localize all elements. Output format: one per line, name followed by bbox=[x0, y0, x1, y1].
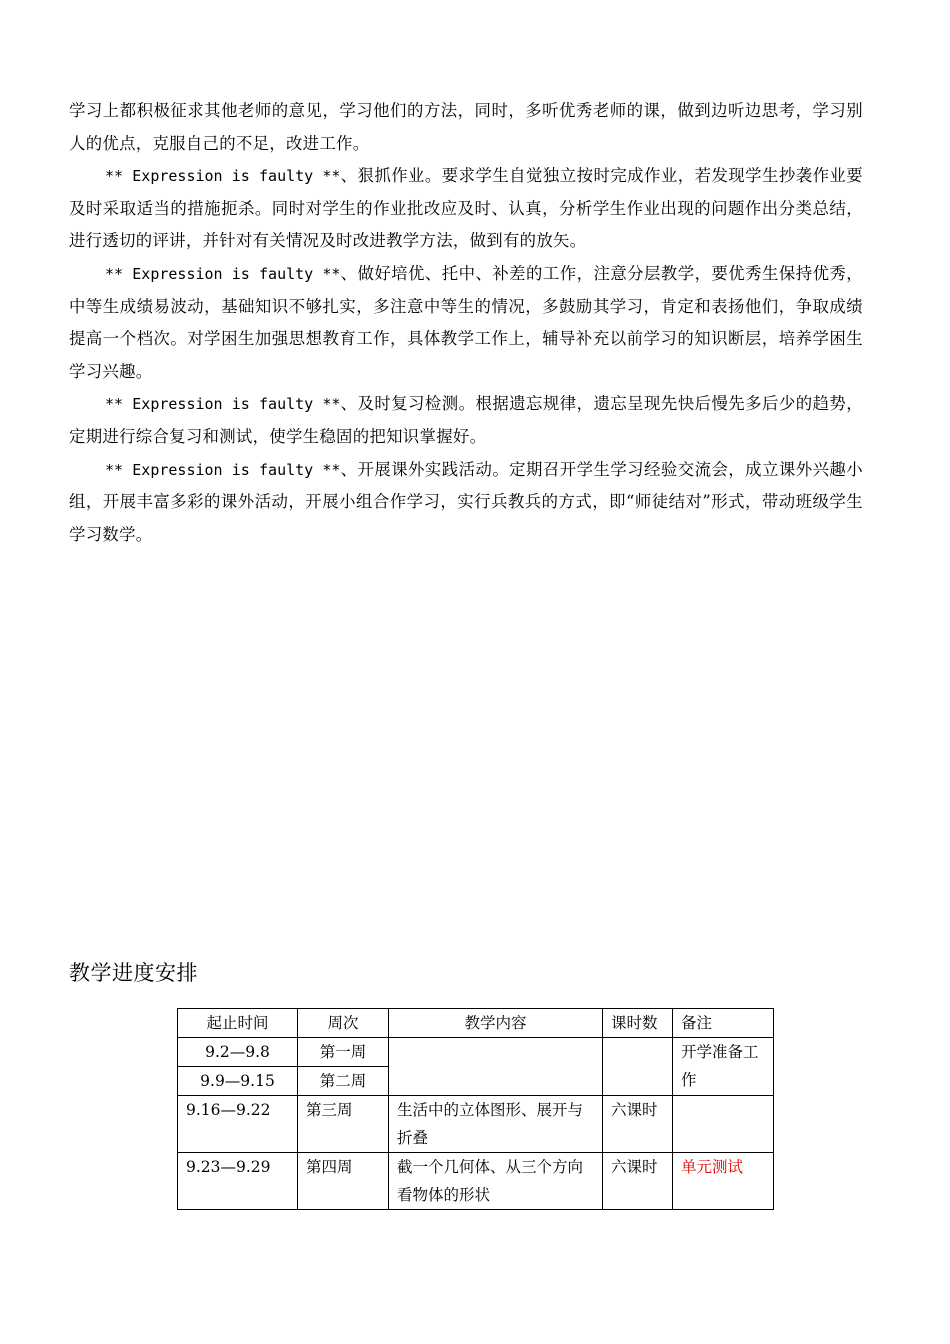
paragraph-2: ** Expression is faulty **、狠抓作业。要求学生自觉独立按时完成作业，若发现学生抄袭作业要及时采取适当的措施扼杀。同时对学生的作业批改应及时、认真，分析学生作业出现的问题作出分类总结，进行透切的评讲，并针对有关情况及时改进教学方法，做到有的放矢。 bbox=[69, 166, 863, 251]
document-body bbox=[69, 95, 863, 551]
header-content: 教学内容 bbox=[389, 1009, 603, 1038]
cell-content: 截一个几何体、从三个方向看物体的形状 bbox=[389, 1153, 603, 1210]
cell-date: 9.9—9.15 bbox=[178, 1067, 298, 1096]
cell-hours: 六课时 bbox=[603, 1096, 673, 1153]
error-placeholder: ** Expression is faulty ** bbox=[105, 264, 341, 283]
schedule-table bbox=[177, 1008, 774, 1210]
cell-note-unit-test: 单元测试 bbox=[673, 1153, 774, 1210]
paragraph-4: ** Expression is faulty **、及时复习检测。根据遗忘规律，遗忘呈现先快后慢先多后少的趋势，定期进行综合复习和测试，使学生稳固的把知识掌握好。 bbox=[69, 394, 863, 446]
table-row bbox=[178, 1038, 774, 1067]
cell-content: 生活中的立体图形、展开与折叠 bbox=[389, 1096, 603, 1153]
cell-week: 第一周 bbox=[298, 1038, 389, 1067]
cell-date: 9.16—9.22 bbox=[178, 1096, 298, 1153]
error-placeholder: ** Expression is faulty ** bbox=[105, 167, 341, 186]
paragraph-1: 学习上都积极征求其他老师的意见，学习他们的方法，同时，多听优秀老师的课，做到边听边思考，学习别人的优点，克服自己的不足，改进工作。 bbox=[69, 101, 863, 153]
cell-hours: 六课时 bbox=[603, 1153, 673, 1210]
table-header-row bbox=[178, 1009, 774, 1038]
cell-date: 9.2—9.8 bbox=[178, 1038, 298, 1067]
schedule-title: 教学进度安排 bbox=[69, 961, 198, 985]
paragraph-5: ** Expression is faulty **、开展课外实践活动。定期召开学生学习经验交流会，成立课外兴趣小组，开展丰富多彩的课外活动，开展小组合作学习，实行兵教兵的方式，即“师徒结对”形式，带动班级学生学习数学。 bbox=[69, 459, 863, 544]
cell-hours-empty bbox=[603, 1038, 673, 1096]
cell-content-empty bbox=[389, 1038, 603, 1096]
cell-note-empty bbox=[673, 1096, 774, 1153]
header-week: 周次 bbox=[298, 1009, 389, 1038]
paragraph-3: ** Expression is faulty **、做好培优、托中、补差的工作，注意分层教学，要优秀生保持优秀，中等生成绩易波动，基础知识不够扎实，多注意中等生的情况，多鼓励其学习，肯定和表扬他们，争取成绩提高一个档次。对学困生加强思想教育工作，具体教学工作上，辅导补充以前学习的知识断层，培养学困生学习兴趣。 bbox=[69, 263, 863, 381]
error-placeholder: ** Expression is faulty ** bbox=[105, 460, 341, 479]
cell-week: 第三周 bbox=[298, 1096, 389, 1153]
cell-date: 9.23—9.29 bbox=[178, 1153, 298, 1210]
header-note: 备注 bbox=[673, 1009, 774, 1038]
cell-week: 第四周 bbox=[298, 1153, 389, 1210]
error-placeholder: ** Expression is faulty ** bbox=[105, 395, 341, 414]
cell-note-merged: 开学准备工作 bbox=[673, 1038, 774, 1096]
header-hours: 课时数 bbox=[603, 1009, 673, 1038]
table-row bbox=[178, 1096, 774, 1153]
header-date: 起止时间 bbox=[178, 1009, 298, 1038]
cell-week: 第二周 bbox=[298, 1067, 389, 1096]
table-row bbox=[178, 1153, 774, 1210]
